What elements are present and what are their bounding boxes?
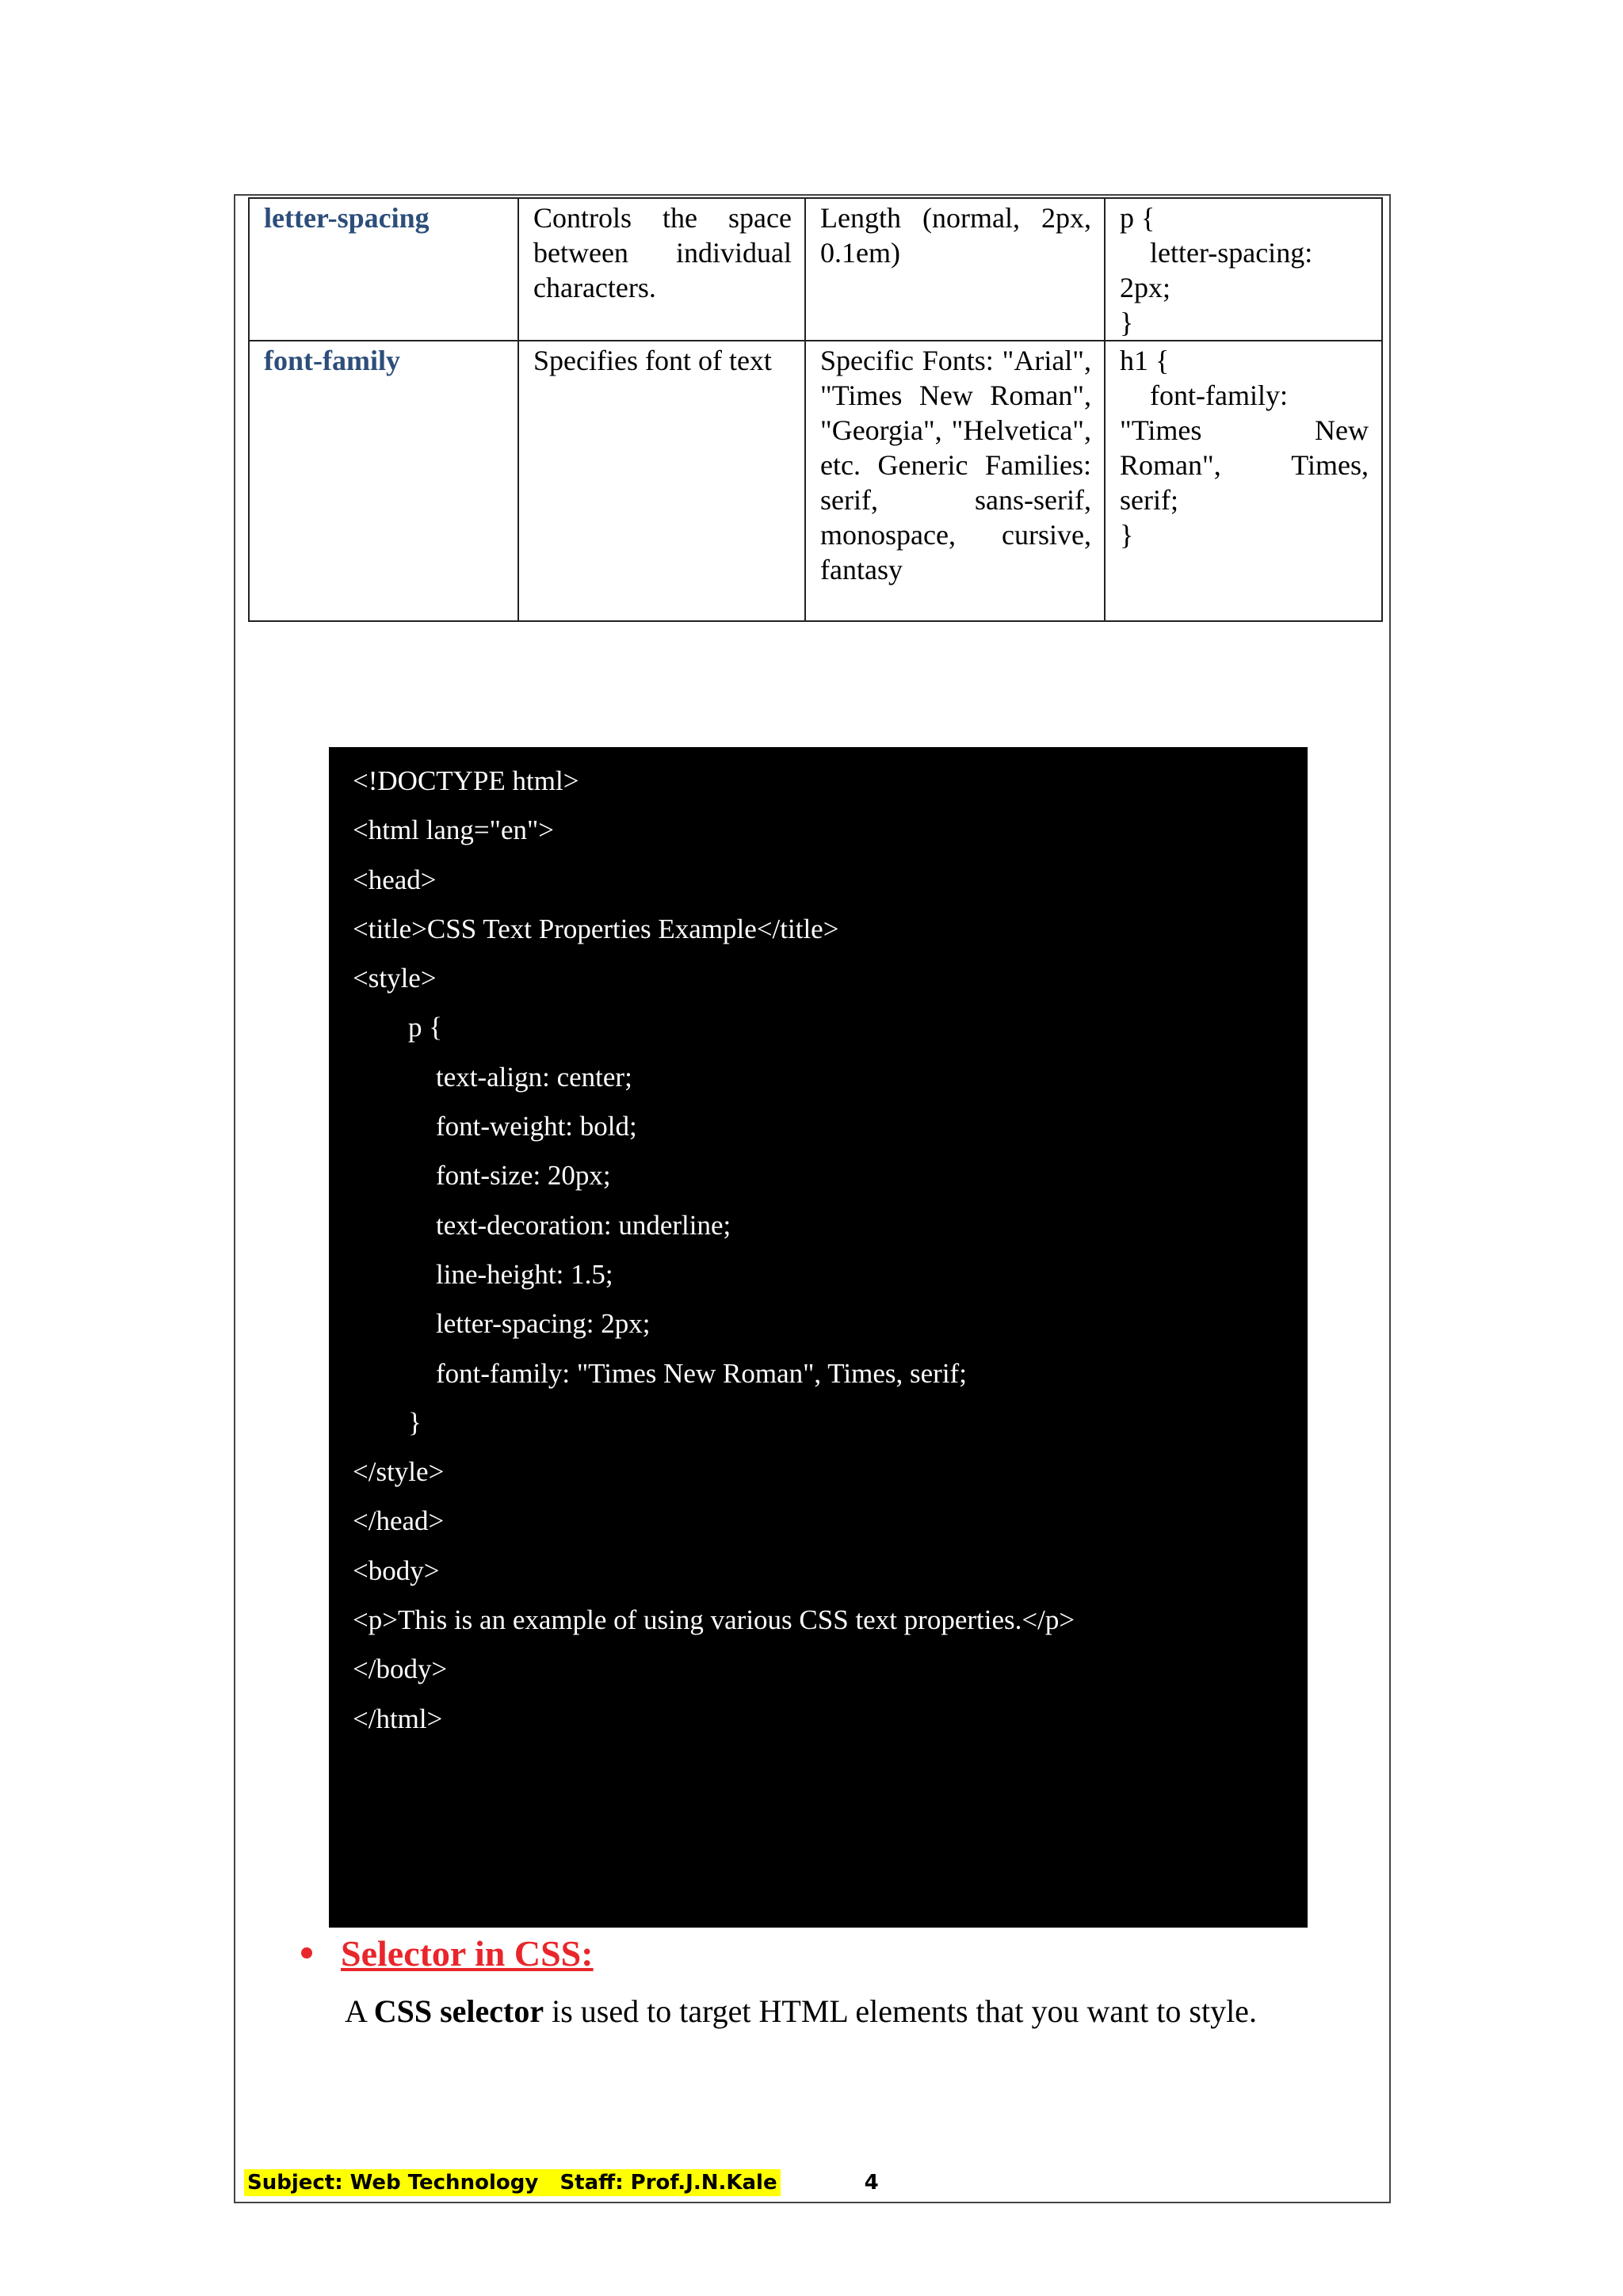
code-line: text-decoration: underline; — [436, 1209, 731, 1241]
code-line: <body> — [353, 1554, 440, 1586]
heading-text: Selector in CSS: — [341, 1932, 594, 1974]
bullet-icon — [301, 1947, 312, 1958]
example-line: h1 { — [1120, 345, 1170, 376]
description-cell: Specifies font of text — [518, 341, 805, 621]
section-heading — [301, 1929, 1363, 1977]
code-line: <title>CSS Text Properties Example</title> — [353, 913, 839, 944]
code-line: </head> — [353, 1505, 445, 1537]
code-line: letter-spacing: 2px; — [436, 1308, 651, 1340]
values-cell: Specific Fonts: "Arial", "Times New Roman", "Georgia", "Helvetica", etc. Generic Families: serif, sans-serif, monospace, cursive, fantasy — [805, 341, 1105, 621]
code-line: </style> — [353, 1456, 445, 1488]
code-line: line-height: 1.5; — [436, 1258, 613, 1290]
code-line: p { — [408, 1012, 443, 1043]
code-line: font-weight: bold; — [436, 1111, 637, 1142]
page-number: 4 — [864, 2171, 879, 2195]
property-name-cell: font-family — [249, 341, 518, 621]
example-line: } — [1120, 519, 1134, 551]
code-line: <style> — [353, 963, 437, 994]
code-line: <p>This is an example of using various CSS text properties.</p> — [353, 1604, 1075, 1636]
values-cell: Length (normal, 2px, 0.1em) — [805, 198, 1105, 341]
example-cell — [1105, 341, 1382, 621]
code-line: <!DOCTYPE html> — [353, 765, 579, 796]
page-footer — [244, 2168, 879, 2197]
description-cell: Controls the space between individual characters. — [518, 198, 805, 341]
property-name-cell: letter-spacing — [249, 198, 518, 341]
desc-prefix: A — [345, 1993, 374, 2029]
code-line: text-align: center; — [436, 1061, 632, 1093]
example-line: letter-spacing: — [1150, 237, 1313, 269]
desc-suffix: is used to target HTML elements that you want to style. — [544, 1993, 1257, 2029]
example-cell — [1105, 198, 1382, 341]
code-line: font-size: 20px; — [436, 1160, 611, 1192]
code-line: <head> — [353, 864, 437, 895]
desc-bold-term: CSS selector — [373, 1993, 544, 2029]
code-line: } — [408, 1406, 422, 1438]
code-block — [329, 747, 1308, 1928]
section-description — [301, 1993, 1363, 2030]
css-properties-table — [248, 197, 1383, 622]
selector-section — [301, 1929, 1363, 2030]
example-line: "Times New Roman", Times, serif; — [1120, 414, 1369, 516]
example-line: font-family: — [1150, 379, 1288, 411]
code-line: font-family: "Times New Roman", Times, serif; — [436, 1357, 967, 1389]
code-line: <html lang="en"> — [353, 814, 555, 846]
table-row — [249, 341, 1382, 621]
table-row — [249, 198, 1382, 341]
code-line: </html> — [353, 1703, 443, 1734]
footer-subject: Subject: Web Technology Staff: Prof.J.N.Kale — [244, 2169, 781, 2196]
example-line: 2px; — [1120, 272, 1171, 303]
example-line: } — [1120, 307, 1134, 338]
example-line: p { — [1120, 202, 1155, 234]
code-line: </body> — [353, 1653, 448, 1685]
